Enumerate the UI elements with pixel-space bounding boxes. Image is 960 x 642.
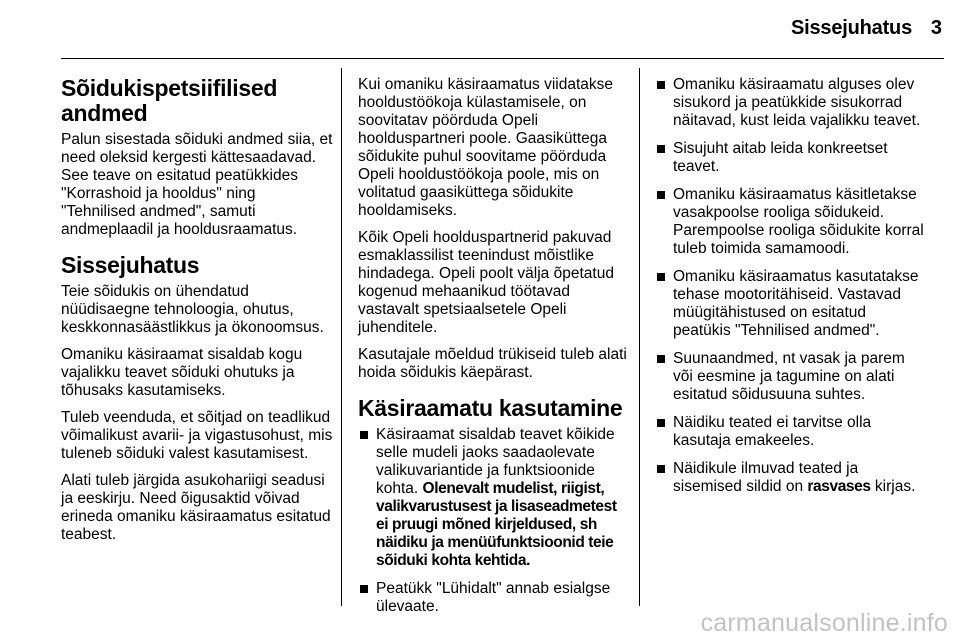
column-divider-right <box>639 68 640 606</box>
column-2 <box>358 76 630 626</box>
list-item <box>358 426 630 570</box>
paragraph-intro-3: Tuleb veenduda, et sõitjad on teadlikud võimalikust avarii- ja vigastusohust, mis tuleneb sõiduki valest kasutamisest. <box>61 409 333 462</box>
column-1 <box>61 76 333 553</box>
list-item-text: Käsiraamat sisaldab teavet kõikide selle mudeli jaoks saadaolevate valikuvariantide ja funktsioonide kohta. <box>376 426 615 497</box>
page-number: 3 <box>930 17 942 39</box>
paragraph-intro-2: Omaniku käsiraamat sisaldab kogu vajalikku teavet sõiduki ohutuks ja tõhusaks kasutamiseks. <box>61 346 303 399</box>
list-item-text: Suunaandmed, nt vasak ja parem või eesmine ja tagumine on alati esitatud sõidusuuna suhtes. <box>673 350 905 403</box>
header-rule <box>61 58 944 59</box>
list-item-text-end: kirjas. <box>870 478 916 495</box>
header-title: Sissejuhatus <box>791 17 912 39</box>
list-item-text: Peatükk "Lühidalt" annab esialgse ülevaate. <box>376 580 611 615</box>
list-item-text: Omaniku käsiraamatus kasutatakse tehase mootoritähiseid. Vastavad müügitähistused on esitatud peatükis "Tehnilised andmed". <box>673 268 919 339</box>
list-item <box>655 460 927 496</box>
list-item <box>655 140 927 176</box>
heading-manual-usage: Käsiraamatu kasutamine <box>358 395 623 421</box>
watermark: carmanualsonline.info <box>700 609 948 637</box>
paragraph-vehicle-data: Palun sisestada sõiduki andmed siia, et need oleksid kergesti kättesaadavad. See teave on esitatud peatükkides "Korrashoid ja hooldus" ning "Tehnilised andmed", samuti andmeplaadil ja hooldusraamatus. <box>61 131 333 238</box>
column-divider-left <box>341 68 342 606</box>
column-3 <box>655 76 927 506</box>
list-item <box>655 268 927 340</box>
paragraph-service-1: Kui omaniku käsiraamatus viidatakse hooldustöökoja külastamisele, on soovitatav pöörduda Opeli hoolduspartneri poole. Gaasiküttega sõidukite puhul soovitame pöörduda Opeli hooldustöökoja poole, mis on volitatud gaasiküttega sõidukite hooldamiseks. <box>358 76 614 219</box>
list-item <box>655 414 927 450</box>
paragraph-intro-4: Alati tuleb järgida asukohariigi seadusi ja eeskirju. Need õigusaktid võivad erineda omaniku käsiraamatus esitatud teabest. <box>61 472 331 543</box>
list-item <box>655 350 927 404</box>
heading-vehicle-data: Sõidukispetsiifilised andmed <box>61 75 278 126</box>
list-item-bold-text: Olenevalt mudelist, riigist, valikvarustusest ja lisaseadmetest ei pruugi mõned kirjeldused, sh näidiku ja menüüfunktsioonid teie sõiduki kohta kehtida. <box>376 480 617 569</box>
list-item-text: Näidikule ilmuvad teated ja sisemised sildid on <box>673 460 859 495</box>
list-item-text: Omaniku käsiraamatus käsitletakse vasakpoolse rooliga sõidukeid. Parempoolse rooliga sõidukite korral tuleb toimida samamoodi. <box>673 186 924 257</box>
list-item-text: Sisujuht aitab leida konkreetset teavet. <box>673 140 888 175</box>
list-item <box>358 580 630 616</box>
paragraph-intro-1: Teie sõidukis on ühendatud nüüdisaegne tehnoloogia, ohutus, keskkonnasäästlikkus ja ökonoomsus. <box>61 283 324 336</box>
list-item-text: Näidiku teated ei tarvitse olla kasutaja emakeeles. <box>673 414 872 449</box>
paragraph-service-3: Kasutajale mõeldud trükiseid tuleb alati hoida sõidukis käepärast. <box>358 346 627 381</box>
list-item <box>655 186 927 258</box>
manual-usage-list <box>358 426 630 616</box>
list-item-bold-text: rasvases <box>807 478 871 495</box>
manual-usage-list-continued <box>655 76 927 496</box>
list-item-text: Omaniku käsiraamatu alguses olev sisukord ja peatükkide sisukorrad näitavad, kust leida vajalikku teavet. <box>673 76 921 129</box>
heading-introduction: Sissejuhatus <box>61 252 200 278</box>
paragraph-service-2: Kõik Opeli hoolduspartnerid pakuvad esmaklassilist teenindust mõistlike hindadega. Opeli poolt välja õpetatud kogenud mehaanikud töötavad vastavalt spetsiaalsetele Opeli juhenditele. <box>358 229 614 336</box>
list-item <box>655 76 927 130</box>
